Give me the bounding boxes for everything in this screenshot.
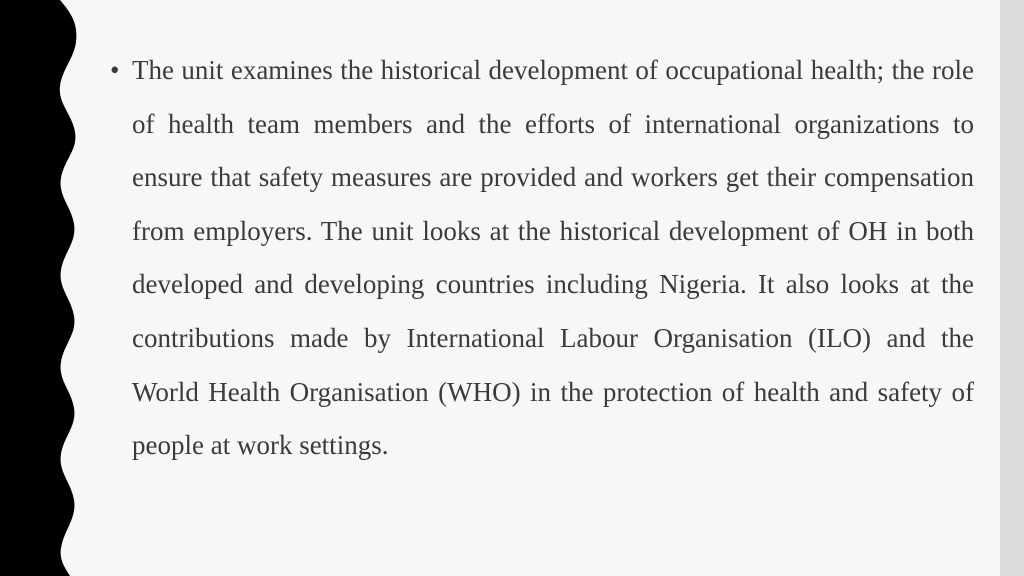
right-edge-strip xyxy=(1000,0,1024,576)
left-wavy-border xyxy=(0,0,80,576)
bullet-item xyxy=(110,44,974,473)
slide-content xyxy=(110,44,974,544)
bullet-paragraph: The unit examines the historical development of occupational health; the role of health team members and the efforts of international organizations to ensure that safety measures are provided and workers get their compensation from employers. The unit looks at the historical development of OH in both developed and developing countries including Nigeria. It also looks at the contributions made by International Labour Organisation (ILO) and the World Health Organisation (WHO) in the protection of health and safety of people at work settings. xyxy=(132,55,974,461)
bullet-marker: • xyxy=(110,55,120,85)
